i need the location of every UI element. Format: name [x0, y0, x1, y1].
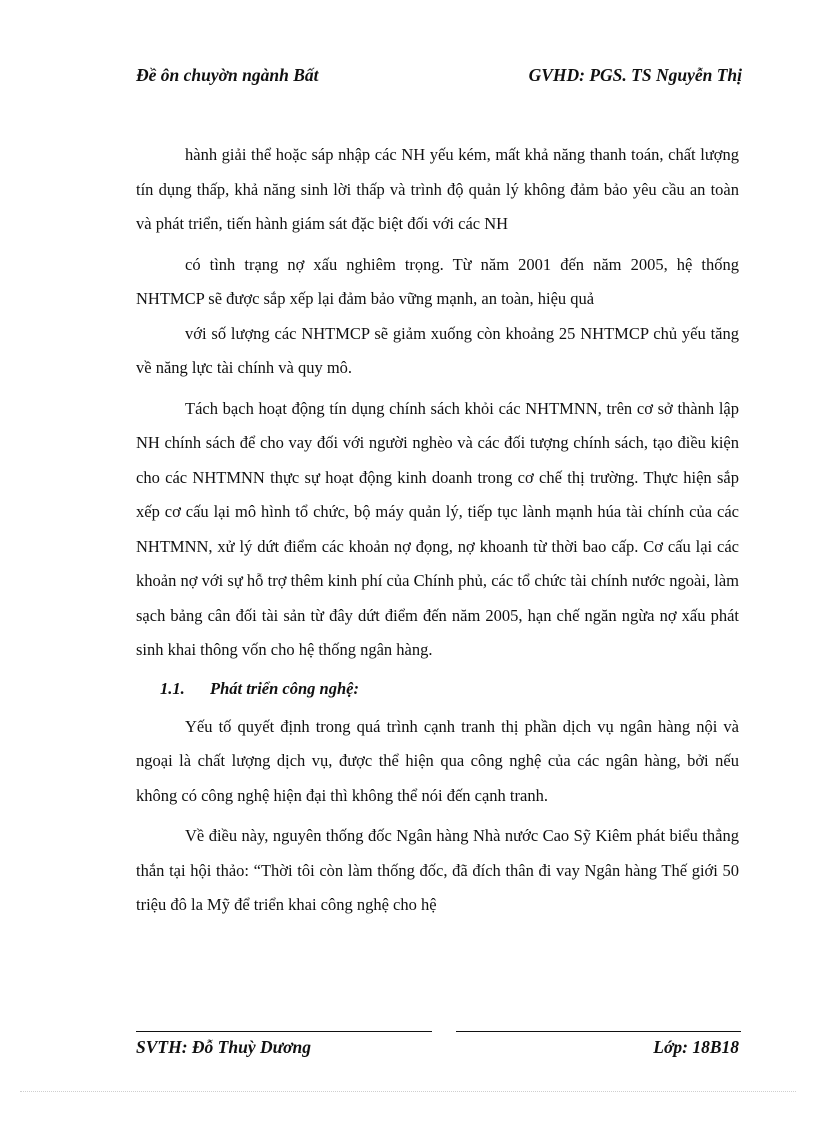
paragraph-5: Yếu tố quyết định trong quá trình cạnh tranh thị phần dịch vụ ngân hàng nội và ngoại là chất lượng dịch vụ, được thể hiện qua công nghệ của các ngân hàng, bởi nếu không có công nghệ hiện đại thì không thể nói đến cạnh tranh. [136, 716, 739, 805]
paragraph-2: có tình trạng nợ xấu nghiêm trọng. Từ năm 2001 đến năm 2005, hệ thống NHTMCP sẽ được sắp xếp lại đảm bảo vững mạnh, an toàn, hiệu quả [136, 254, 739, 308]
footer-student: SVTH: Đỗ Thuỳ Dương [136, 1037, 311, 1057]
paragraph-1: hành giải thể hoặc sáp nhập các NH yếu kém, mất khả năng thanh toán, chất lượng tín dụng thấp, khả năng sinh lời thấp và trình độ quản lý không đảm bảo yêu cầu an toàn và phát triển, tiến hành giám sát đặc biệt đối với các NH [136, 145, 739, 233]
paragraph-3: với số lượng các NHTMCP sẽ giảm xuống còn khoảng 25 NHTMCP chủ yếu tăng về năng lực tài chính và quy mô. [136, 323, 739, 377]
paragraph-4: Tách bạch hoạt động tín dụng chính sách khỏi các NHTMNN, trên cơ sở thành lập NH chính sách để cho vay đối với người nghèo và các đối tượng chính sách, tạo điều kiện cho các NHTMNN thực sự hoạt động kinh doanh trong cơ chế thị trường. Thực hiện sắp xếp cơ cấu lại mô hình tổ chức, bộ máy quản lý, tiếp tục lành mạnh húa tài chính của các NHTMNN, xử lý dứt điểm các khoản nợ đọng, nợ khoanh từ thời bao cấp. Cơ cấu lại các khoản nợ với sự hỗ trợ thêm kinh phí của Chính phủ, các tổ chức tài chính nước ngoài, làm sạch bảng cân đối tài sản từ đây dứt điểm đến năm 2005, hạn chế ngăn ngừa nợ xấu phát sinh khai thông vốn cho hệ thống ngân hàng. [136, 398, 739, 659]
page-border-dotted [20, 1091, 796, 1092]
section-number: 1.1. [160, 678, 185, 698]
section-title: Phát triển công nghệ: [210, 678, 359, 698]
paragraph-6: Về điều này, nguyên thống đốc Ngân hàng Nhà nước Cao Sỹ Kiêm phát biểu thẳng thắn tại hội thảo: “Thời tôi còn làm thống đốc, đã đích thân đi vay Ngân hàng Thế giới 50 triệu đô la Mỹ để triển khai công nghệ cho hệ [136, 826, 739, 914]
header-supervisor: GVHD: PGS. TS Nguyễn Thị [528, 65, 742, 85]
footer-rule-left [136, 1031, 432, 1032]
body-text [136, 138, 739, 923]
footer-rule-right [456, 1031, 741, 1032]
header-course-title: Đề ôn chuyờn ngành Bất [136, 65, 319, 85]
section-heading [136, 672, 739, 706]
footer-class: Lớp: 18B18 [653, 1037, 739, 1057]
